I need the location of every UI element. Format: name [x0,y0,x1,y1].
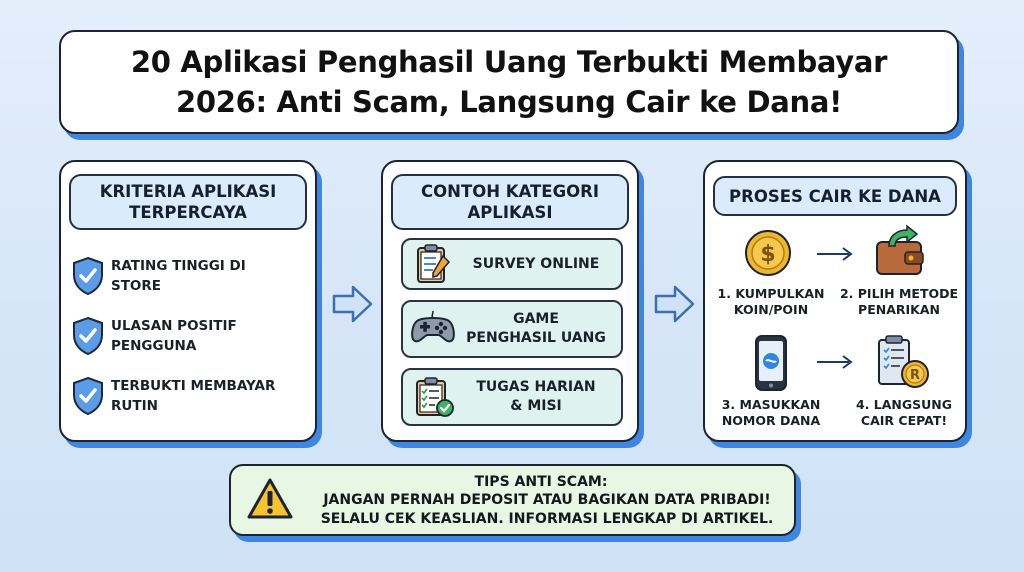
criteria-item [71,374,307,418]
arrow-right-icon [815,246,855,262]
tips-title: TIPS ANTI SCAM: [474,474,608,490]
tips-card [229,464,796,536]
category-item [401,238,623,290]
process-step-label: 1. KUMPULKAN KOIN/POIN [717,286,825,317]
criteria-item-label: TERBUKTI MEMBAYAR RUTIN [111,378,276,414]
gamepad-icon [409,307,457,351]
arrow-right-icon [331,282,375,326]
svg-text:R: R [909,368,921,383]
process-heading: PROSES CAIR KE DANA [713,176,957,216]
category-item-label: TUGAS HARIAN & MISI [476,379,596,414]
criteria-panel [59,160,317,442]
warning-icon [247,477,293,521]
phone-icon [753,334,789,392]
title-card [59,30,959,134]
criteria-item [71,314,307,358]
coin-icon [743,228,793,278]
wallet-icon [871,224,927,278]
process-step-label: 2. PILIH METODE PENARIKAN [839,286,959,317]
criteria-heading: KRITERIA APLIKASI TERPERCAYA [69,174,307,230]
criteria-item [71,254,307,298]
category-item [401,368,623,426]
process-panel [703,160,967,442]
arrow-right-icon [653,282,697,326]
page-title: 20 Aplikasi Penghasil Uang Terbukti Membayar 2026: Anti Scam, Langsung Cair ke Dana! [130,45,888,119]
criteria-item-label: RATING TINGGI DI STORE [111,258,246,294]
shield-check-icon [71,256,105,296]
process-step-label: 4. LANGSUNG CAIR CEPAT! [855,397,953,428]
tips-body: JANGAN PERNAH DEPOSIT ATAU BAGIKAN DATA PRIBADI! SELALU CEK KEASLIAN. INFORMASI LENGKAP DI ARTIKEL. [320,492,774,527]
category-item [401,300,623,358]
category-item-label: SURVEY ONLINE [472,255,600,272]
checklist-icon [409,375,457,419]
arrow-right-icon [815,354,855,370]
categories-panel [381,160,639,442]
category-item-label: GAME PENGHASIL UANG [466,311,606,346]
clipboard-pencil-icon [409,242,457,286]
receipt-coin-icon [875,334,931,390]
process-step-label: 3. MASUKKAN NOMOR DANA [721,397,821,428]
shield-check-icon [71,316,105,356]
svg-text:$: $ [760,242,776,267]
shield-check-icon [71,376,105,416]
criteria-item-label: ULASAN POSITIF PENGGUNA [111,318,237,354]
categories-heading: CONTOH KATEGORI APLIKASI [391,174,629,230]
